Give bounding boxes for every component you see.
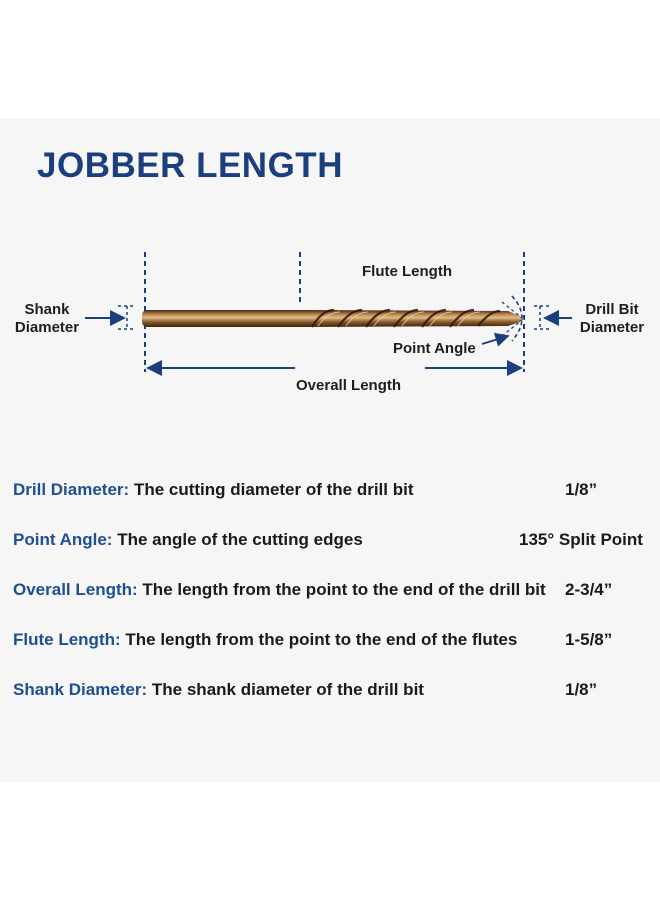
spec-desc: The length from the point to the end of the drill bit — [142, 580, 546, 599]
spec-row-drill-diameter — [13, 478, 653, 502]
page-title: JOBBER LENGTH — [37, 146, 343, 185]
drill-bit-diameter-label — [574, 301, 650, 337]
shank-diameter-line1: Shank — [24, 301, 70, 318]
drill-bit — [142, 310, 524, 327]
point-angle-label: Point Angle — [393, 340, 476, 357]
drill-bit-diagram — [0, 240, 660, 410]
spec-term: Flute Length: — [13, 630, 121, 649]
spec-row-shank-diameter — [13, 678, 653, 702]
spec-row-flute-length — [13, 628, 653, 652]
spec-value: 2-3/4” — [565, 580, 613, 599]
point-angle-arrow — [482, 336, 508, 344]
shank-diameter-label — [11, 301, 83, 337]
drill-bit-diameter-line2: Diameter — [579, 319, 645, 336]
flute-length-label: Flute Length — [362, 263, 452, 280]
spec-term: Drill Diameter: — [13, 480, 130, 499]
spec-row-point-angle — [13, 528, 653, 552]
spec-row-overall-length — [13, 578, 653, 602]
spec-value: 135° Split Point — [519, 530, 643, 549]
shank-diameter-line2: Diameter — [14, 319, 80, 336]
spec-term: Point Angle: — [13, 530, 113, 549]
drill-bit-diameter-line1: Drill Bit — [585, 301, 639, 318]
spec-desc: The cutting diameter of the drill bit — [133, 480, 414, 499]
spec-value: 1/8” — [565, 480, 598, 499]
spec-term: Overall Length: — [13, 580, 138, 599]
overall-length-label: Overall Length — [296, 377, 402, 394]
spec-desc: The angle of the cutting edges — [117, 530, 363, 549]
spec-value: 1-5/8” — [565, 630, 613, 649]
spec-value: 1/8” — [565, 680, 598, 699]
spec-term: Shank Diameter: — [13, 680, 148, 699]
spec-desc: The length from the point to the end of the flutes — [125, 630, 518, 649]
spec-desc: The shank diameter of the drill bit — [151, 680, 424, 699]
